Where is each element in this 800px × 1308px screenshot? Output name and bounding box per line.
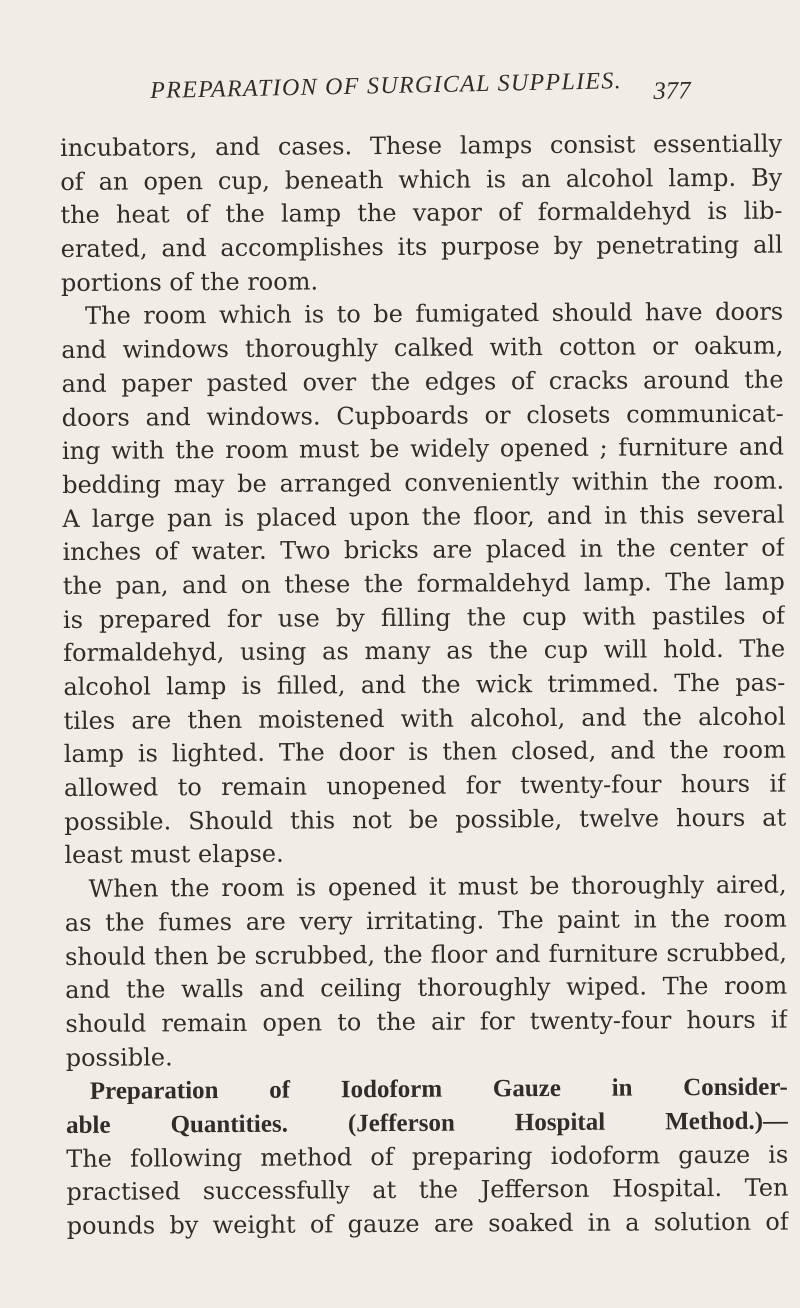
text-line: erated, and accomplishes its purpose by penetrating all: [60, 230, 783, 264]
text-line: allowed to remain unopened for twenty-four hours if: [63, 769, 787, 803]
text-line: the pan, and on these the formaldehyd lamp. The lamp: [62, 567, 785, 600]
text-line: formaldehyd, using as many as the cup will hold. The: [63, 634, 786, 668]
text-line: doors and windows. Cupboards or closets communicat-: [61, 399, 784, 432]
section-heading-line: able Quantities. (Jefferson Hospital Method.)—: [65, 1107, 789, 1139]
text-line: pounds by weight of gauze are soaked in a solution of: [66, 1207, 789, 1240]
text-line: least must elapse.: [64, 840, 284, 870]
text-line: The room which is to be fumigated should have doors: [85, 298, 784, 331]
text-line: should remain open to the air for twenty-four hours if: [65, 1005, 788, 1038]
text-line: bedding may be arranged conveniently within the room.: [62, 466, 785, 499]
text-line: incubators, and cases. These lamps consist essentially: [60, 129, 783, 162]
text-line: inches of water. Two bricks are placed in the center of: [62, 533, 785, 567]
text-line: as the fumes are very irritating. The paint in the room: [64, 904, 787, 937]
page-header: [150, 68, 691, 118]
text-line: The following method of preparing iodoform gauze is: [66, 1140, 789, 1173]
text-line: practised successfully at the Jefferson Hospital. Ten: [66, 1173, 789, 1207]
text-line: should then be scrubbed, the floor and furniture scrubbed,: [64, 938, 788, 971]
text-line: possible.: [65, 1042, 173, 1072]
text-line: possible. Should this not be possible, twelve hours at: [64, 803, 787, 836]
text-line: alcohol lamp is filled, and the wick trimmed. The pas-: [63, 668, 786, 701]
page-number: 377: [652, 77, 691, 105]
text-line: portions of the room.: [60, 267, 319, 297]
text-line: When the room is opened it must be thoroughly aired,: [88, 870, 787, 903]
text-line: lamp is lighted. The door is then closed, and the room: [63, 735, 786, 769]
text-line: is prepared for use by filling the cup with pastiles of: [62, 601, 786, 634]
text-line: tiles are then moistened with alcohol, and the alcohol: [63, 702, 786, 735]
text-line: of an open cup, beneath which is an alcohol lamp. By: [60, 163, 783, 196]
text-line: and windows thoroughly calked with cotton or oakum,: [61, 331, 784, 365]
text-line: and the walls and ceiling thoroughly wiped. The room: [65, 971, 788, 1005]
page-body: [60, 128, 789, 1244]
text-line: A large pan is placed upon the floor, and in this several: [62, 500, 785, 533]
text-line: ing with the room must be widely opened ; furniture and: [61, 432, 785, 466]
running-title: PREPARATION OF SURGICAL SUPPLIES.: [150, 68, 623, 104]
text-line: the heat of the lamp the vapor of formaldehyd is lib-: [60, 196, 783, 230]
section-heading-line: Preparation of Iodoform Gauze in Consider-: [89, 1073, 788, 1106]
text-line: and paper pasted over the edges of cracks around the: [61, 365, 784, 398]
